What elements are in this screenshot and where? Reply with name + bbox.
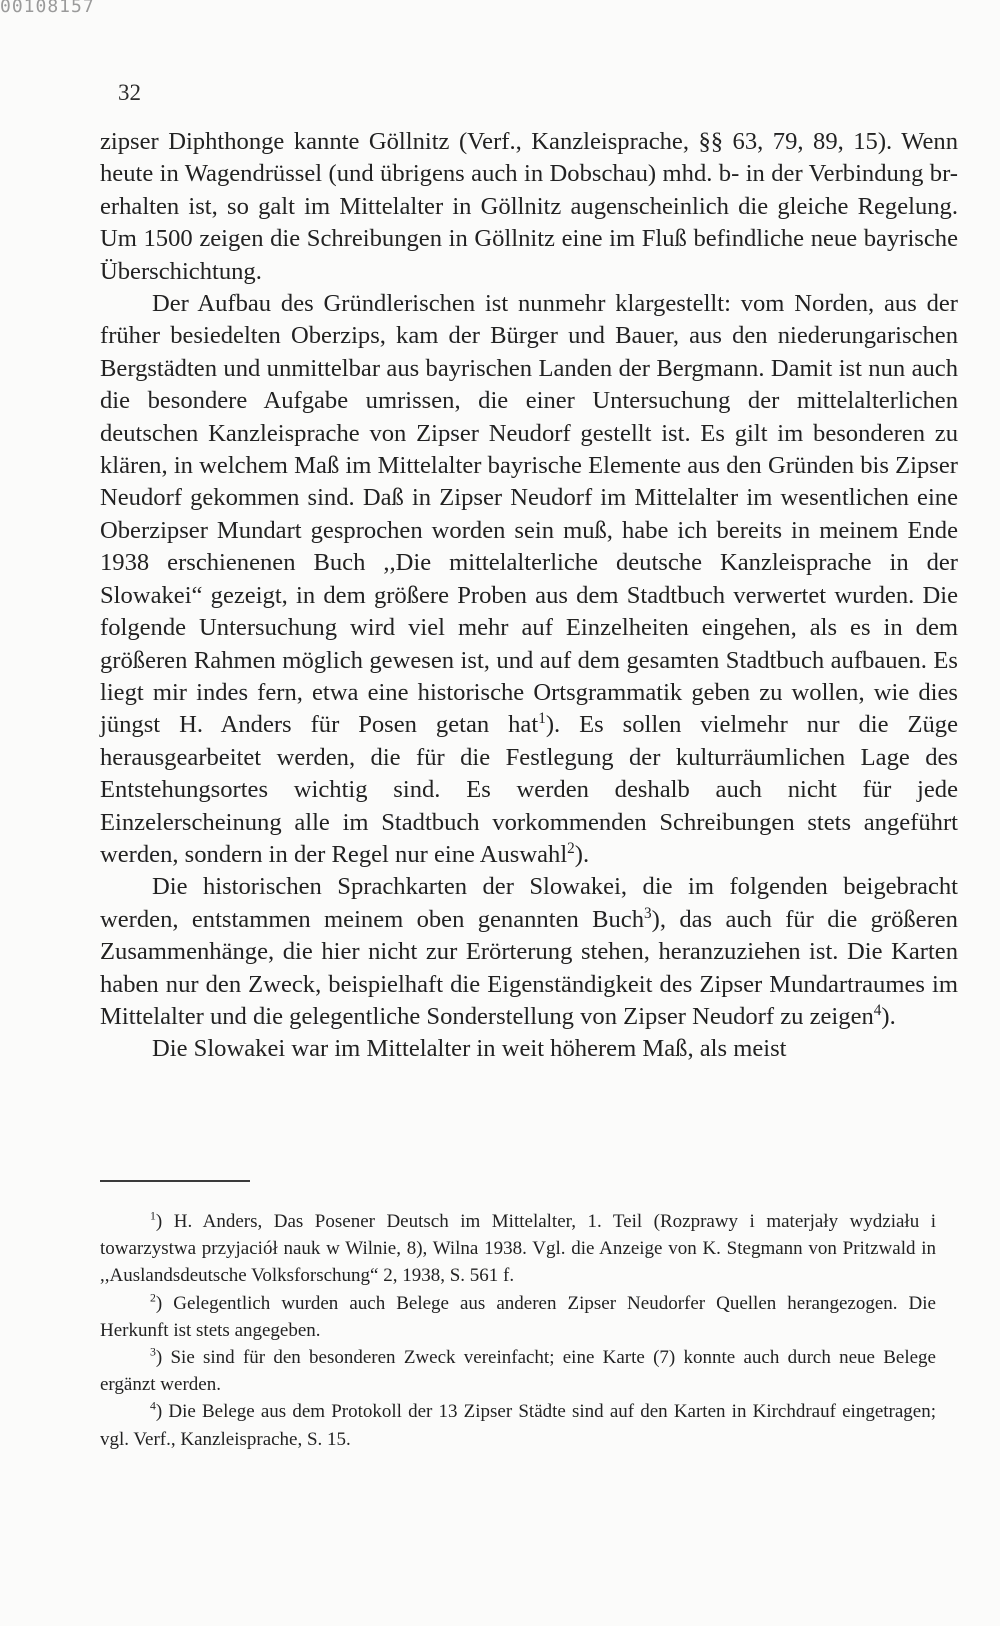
paragraph-3-text-b: ), das auch für die größeren Zusammenhänge, die hier nicht zur Erörterung stehen, heranzuziehen ist. Die Karten haben nur den Zweck, beispielhaft die Eigenständigkeit des Zipser Mundartraumes im Mittelalter und die gelegentliche Sonderstellung von Zipser Neudorf zu zeigen bbox=[100, 905, 958, 1030]
paragraph-2 bbox=[100, 288, 958, 871]
footnote-1-text: ) H. Anders, Das Posener Deutsch im Mittelalter, 1. Teil (Rozprawy i materjały wydziału i towarzystwa przyjaciół nauk w Wilnie, 8), Wilna 1938. Vgl. die Anzeige von K. Stegmann von Pritzwald in ,,Auslandsdeutsche Volksforschung“ 2, 1938, S. 561 f. bbox=[100, 1211, 936, 1287]
footnote-ref-1: 1 bbox=[538, 710, 546, 728]
footnote-mark-3: 3 bbox=[150, 1345, 156, 1359]
footnote-2 bbox=[100, 1290, 936, 1344]
paragraph-3-text-c: ). bbox=[881, 1002, 896, 1030]
footnote-mark-1: 1 bbox=[150, 1209, 156, 1223]
footnote-4-text: ) Die Belege aus dem Protokoll der 13 Zipser Städte sind auf den Karten in Kirchdrauf eingetragen; vgl. Verf., Kanzleisprache, S. 15. bbox=[100, 1401, 936, 1450]
paragraph-3-text-a: Die historischen Sprachkarten der Slowakei, die im folgenden beigebracht werden, entstammen meinem oben genannten Buch bbox=[100, 873, 958, 933]
page-number: 32 bbox=[118, 80, 141, 105]
main-text bbox=[100, 126, 958, 1066]
footnote-2-text: ) Gelegentlich wurden auch Belege aus anderen Zipser Neudorfer Quellen herangezogen. Die Herkunft ist stets angegeben. bbox=[100, 1292, 936, 1341]
paragraph-4: Die Slowakei war im Mittelalter in weit höherem Maß, als meist bbox=[152, 1035, 787, 1063]
paragraph-1: zipser Diphthonge kannte Göllnitz (Verf., Kanzleisprache, §§ 63, 79, 89, 15). Wenn heute in Wagendrüssel (und übrigens auch in Dobschau) mhd. b- in der Verbindung br- erhalten ist, so galt im Mittelalter in Göllnitz augenscheinlich die gleiche Regelung. Um 1500 zeigen die Schreibungen in Göllnitz eine im Fluß befindliche neue bayrische Überschichtung. bbox=[100, 128, 958, 285]
paragraph-2-text-c: ). bbox=[574, 840, 590, 868]
scan-id-label: 00108157 bbox=[0, 0, 95, 14]
footnote-mark-4: 4 bbox=[150, 1400, 156, 1414]
footnote-3-text: ) Sie sind für den besonderen Zweck vereinfacht; eine Karte (7) konnte auch durch neue Belege ergänzt werden. bbox=[100, 1347, 936, 1396]
footnotes bbox=[100, 1208, 936, 1453]
footnote-3 bbox=[100, 1344, 936, 1398]
paragraph-2-text-a: Der Aufbau des Gründlerischen ist nunmehr klargestellt: vom Norden, aus der früher besiedelten Oberzips, kam der Bürger und Bauer, aus den niederungarischen Bergstädten und unmittelbar aus bayrischen Landen der Bergmann. Damit ist nun auch die besondere Aufgabe umrissen, die einer Untersuchung der mittelalterlichen deutschen Kanzleisprache von Zipser Neudorf gestellt ist. Es gilt im besonderen zu klären, in welchem Maß im Mittelalter bayrische Elemente aus den Gründen bis Zipser Neudorf gekommen sind. Daß in Zipser Neudorf im Mittelalter im wesentlichen eine Oberzipser Mundart gesprochen worden sein muß, habe ich bereits in meinem Ende 1938 erschienenen Buch ,,Die mittelalterliche deutsche Kanzleisprache in der Slowakei“ gezeigt, in dem größere Proben aus dem Stadtbuch verwertet wurden. Die folgende Untersuchung wird viel mehr auf Einzelheiten eingehen, als es in dem größeren Rahmen möglich gewesen ist, und auf dem gesamten Stadtbuch aufbauen. Es liegt mir indes fern, etwa eine historische Ortsgrammatik geben zu wollen, wie dies jüngst H. Anders für Posen getan hat bbox=[100, 290, 958, 739]
footnote-ref-4: 4 bbox=[873, 1001, 882, 1019]
footnote-4 bbox=[100, 1398, 936, 1452]
footnote-ref-2: 2 bbox=[567, 839, 575, 857]
footnote-1 bbox=[100, 1208, 936, 1290]
paragraph-3 bbox=[100, 871, 958, 1033]
footnote-separator bbox=[100, 1180, 250, 1182]
paragraph-2-text-b: ). Es sollen vielmehr nur die Züge herausgearbeitet werden, die für die Festlegung der kulturräumlichen Lage des Entstehungsortes wichtig sind. Es werden deshalb auch nicht für jede Einzelerscheinung alle im Stadtbuch vorkommenden Schreibungen stets angeführt werden, sondern in der Regel nur eine Auswahl bbox=[100, 711, 958, 868]
footnote-mark-2: 2 bbox=[150, 1291, 156, 1305]
footnote-ref-3: 3 bbox=[644, 904, 652, 922]
